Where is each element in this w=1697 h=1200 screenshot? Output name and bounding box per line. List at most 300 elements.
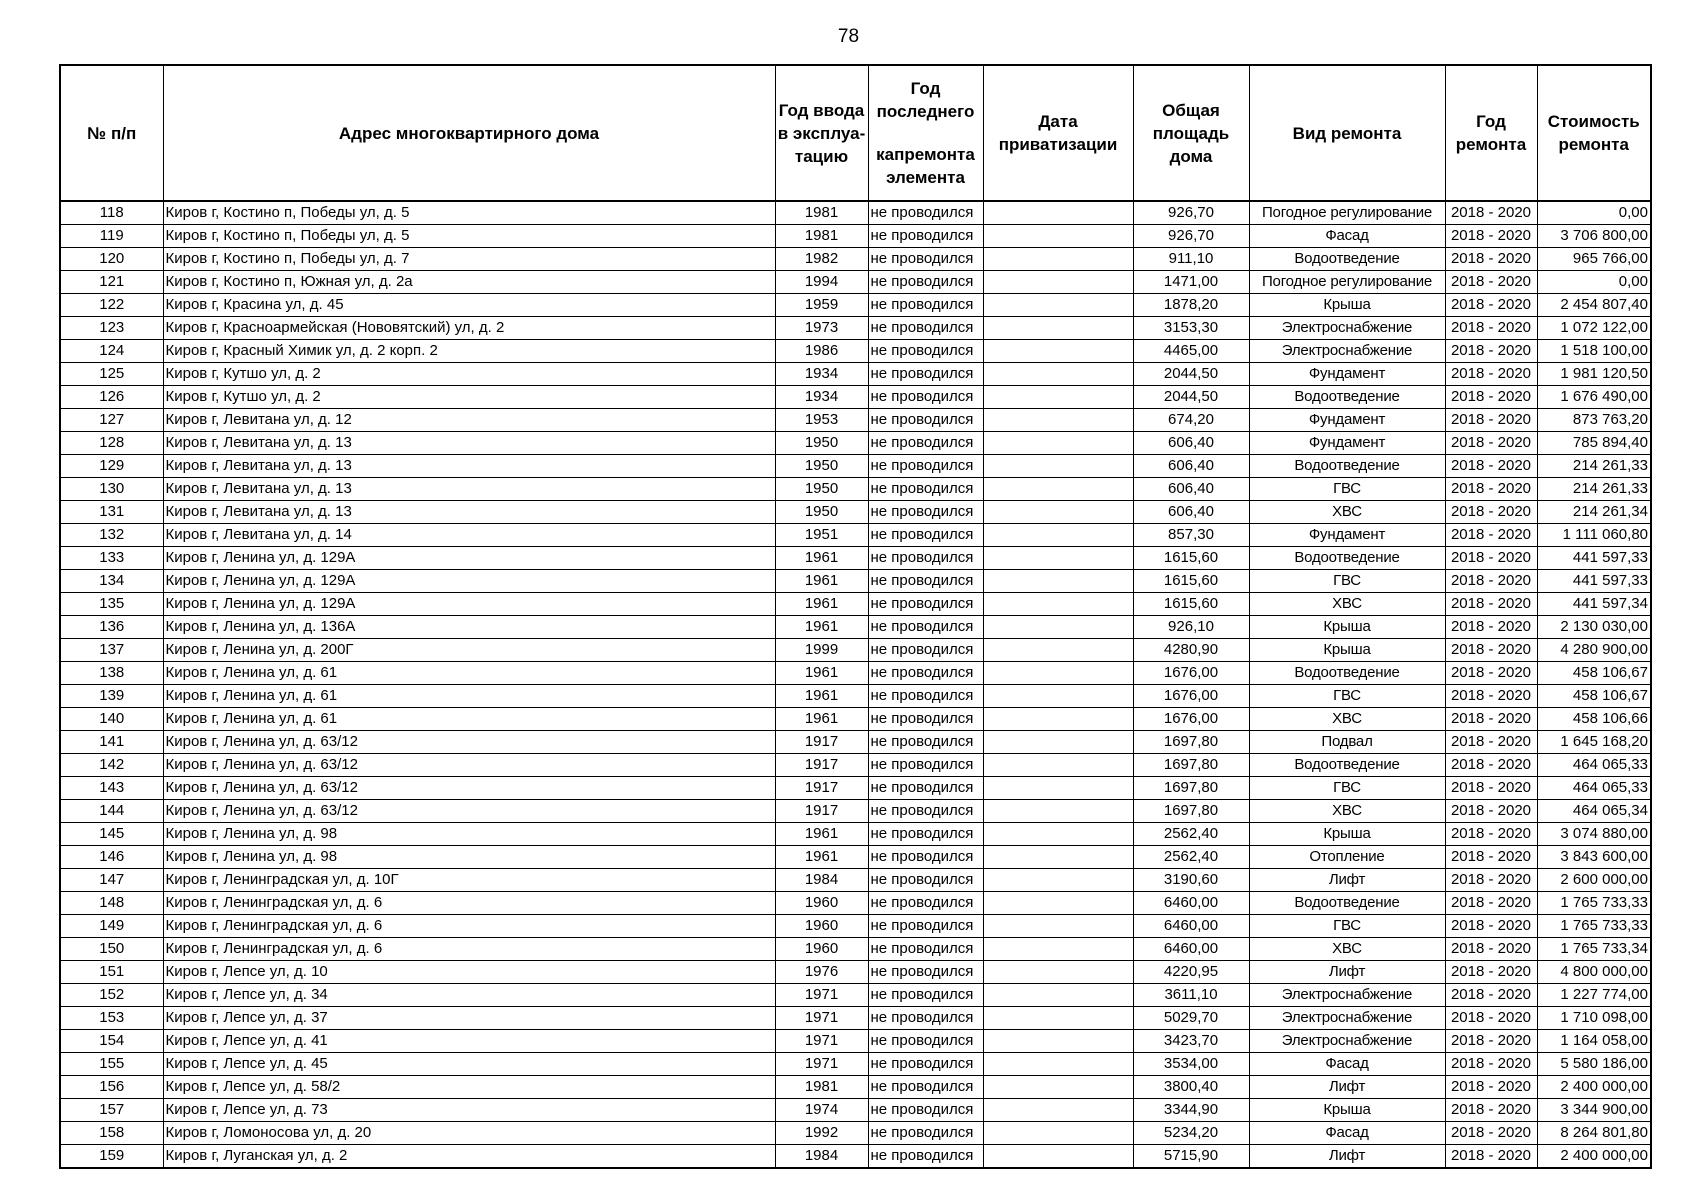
row-repair-type: Электроснабжение	[1249, 317, 1445, 340]
row-address: Киров г, Кутшо ул, д. 2	[163, 363, 775, 386]
row-last-repair: не проводился	[868, 708, 983, 731]
row-cost: 2 454 807,40	[1537, 294, 1651, 317]
row-last-repair: не проводился	[868, 685, 983, 708]
table-row	[60, 317, 1651, 340]
row-last-repair: не проводился	[868, 432, 983, 455]
row-repair-type: ХВС	[1249, 501, 1445, 524]
row-area: 926,70	[1133, 201, 1249, 225]
row-year-built: 1961	[775, 547, 868, 570]
row-cost: 3 344 900,00	[1537, 1099, 1651, 1122]
row-repair-type: Крыша	[1249, 823, 1445, 846]
row-cost: 873 763,20	[1537, 409, 1651, 432]
row-year-built: 1976	[775, 961, 868, 984]
row-repair-type: Водоотведение	[1249, 754, 1445, 777]
row-address: Киров г, Ленина ул, д. 61	[163, 708, 775, 731]
row-privatization	[983, 1145, 1133, 1169]
row-repair-type: Лифт	[1249, 961, 1445, 984]
row-cost: 5 580 186,00	[1537, 1053, 1651, 1076]
table-row	[60, 685, 1651, 708]
row-year-built: 1971	[775, 1053, 868, 1076]
row-repair-year: 2018 - 2020	[1445, 777, 1537, 800]
header-last-repair-top: Год последнего	[876, 79, 975, 121]
row-privatization	[983, 225, 1133, 248]
row-number: 126	[60, 386, 163, 409]
row-privatization	[983, 386, 1133, 409]
row-repair-type: Водоотведение	[1249, 455, 1445, 478]
row-last-repair: не проводился	[868, 501, 983, 524]
row-repair-year: 2018 - 2020	[1445, 294, 1537, 317]
row-number: 146	[60, 846, 163, 869]
row-cost: 0,00	[1537, 201, 1651, 225]
header-year-built: Год ввода в эксплуа-тацию	[775, 65, 868, 201]
table-row	[60, 570, 1651, 593]
row-cost: 2 130 030,00	[1537, 616, 1651, 639]
row-number: 142	[60, 754, 163, 777]
row-repair-type: Погодное регулирование	[1249, 271, 1445, 294]
row-privatization	[983, 593, 1133, 616]
row-privatization	[983, 662, 1133, 685]
row-number: 145	[60, 823, 163, 846]
row-privatization	[983, 547, 1133, 570]
row-privatization	[983, 363, 1133, 386]
row-number: 137	[60, 639, 163, 662]
row-year-built: 1961	[775, 846, 868, 869]
row-last-repair: не проводился	[868, 938, 983, 961]
row-year-built: 1973	[775, 317, 868, 340]
row-number: 127	[60, 409, 163, 432]
row-repair-type: Фундамент	[1249, 524, 1445, 547]
row-year-built: 1971	[775, 1030, 868, 1053]
row-area: 606,40	[1133, 501, 1249, 524]
row-repair-year: 2018 - 2020	[1445, 317, 1537, 340]
table-row	[60, 1122, 1651, 1145]
table-row	[60, 754, 1651, 777]
row-last-repair: не проводился	[868, 478, 983, 501]
row-last-repair: не проводился	[868, 248, 983, 271]
row-address: Киров г, Ломоносова ул, д. 20	[163, 1122, 775, 1145]
row-cost: 441 597,34	[1537, 593, 1651, 616]
table-row	[60, 1076, 1651, 1099]
table-row	[60, 501, 1651, 524]
row-number: 149	[60, 915, 163, 938]
row-number: 124	[60, 340, 163, 363]
row-privatization	[983, 1122, 1133, 1145]
row-repair-type: Фасад	[1249, 1122, 1445, 1145]
row-repair-year: 2018 - 2020	[1445, 1053, 1537, 1076]
table-row	[60, 547, 1651, 570]
row-cost: 4 280 900,00	[1537, 639, 1651, 662]
row-repair-type: Водоотведение	[1249, 386, 1445, 409]
row-privatization	[983, 731, 1133, 754]
row-repair-type: Фундамент	[1249, 363, 1445, 386]
row-cost: 458 106,67	[1537, 662, 1651, 685]
table-row	[60, 294, 1651, 317]
row-privatization	[983, 754, 1133, 777]
row-repair-type: Лифт	[1249, 869, 1445, 892]
row-last-repair: не проводился	[868, 984, 983, 1007]
header-repair-year: Год ремонта	[1445, 65, 1537, 201]
row-repair-year: 2018 - 2020	[1445, 708, 1537, 731]
row-privatization	[983, 432, 1133, 455]
row-last-repair: не проводился	[868, 1122, 983, 1145]
row-area: 1615,60	[1133, 570, 1249, 593]
row-repair-year: 2018 - 2020	[1445, 478, 1537, 501]
row-privatization	[983, 961, 1133, 984]
row-area: 2562,40	[1133, 846, 1249, 869]
row-number: 128	[60, 432, 163, 455]
row-area: 1697,80	[1133, 800, 1249, 823]
row-privatization	[983, 1053, 1133, 1076]
row-address: Киров г, Лепсе ул, д. 58/2	[163, 1076, 775, 1099]
row-repair-year: 2018 - 2020	[1445, 616, 1537, 639]
table-row	[60, 248, 1651, 271]
row-repair-type: Электроснабжение	[1249, 1007, 1445, 1030]
row-address: Киров г, Ленина ул, д. 63/12	[163, 754, 775, 777]
row-address: Киров г, Лепсе ул, д. 41	[163, 1030, 775, 1053]
row-year-built: 1961	[775, 593, 868, 616]
table-row	[60, 846, 1651, 869]
row-repair-year: 2018 - 2020	[1445, 1122, 1537, 1145]
row-privatization	[983, 340, 1133, 363]
row-area: 2562,40	[1133, 823, 1249, 846]
row-repair-year: 2018 - 2020	[1445, 432, 1537, 455]
row-address: Киров г, Лепсе ул, д. 45	[163, 1053, 775, 1076]
row-repair-type: Электроснабжение	[1249, 984, 1445, 1007]
row-cost: 3 843 600,00	[1537, 846, 1651, 869]
row-area: 926,10	[1133, 616, 1249, 639]
row-repair-year: 2018 - 2020	[1445, 639, 1537, 662]
table-row	[60, 409, 1651, 432]
row-cost: 1 164 058,00	[1537, 1030, 1651, 1053]
row-area: 6460,00	[1133, 892, 1249, 915]
row-cost: 785 894,40	[1537, 432, 1651, 455]
row-repair-type: ХВС	[1249, 708, 1445, 731]
row-repair-year: 2018 - 2020	[1445, 201, 1537, 225]
row-last-repair: не проводился	[868, 731, 983, 754]
row-last-repair: не проводился	[868, 524, 983, 547]
row-cost: 1 227 774,00	[1537, 984, 1651, 1007]
row-area: 926,70	[1133, 225, 1249, 248]
row-address: Киров г, Ленина ул, д. 129А	[163, 570, 775, 593]
row-address: Киров г, Ленина ул, д. 129А	[163, 547, 775, 570]
row-privatization	[983, 639, 1133, 662]
row-year-built: 1950	[775, 432, 868, 455]
row-year-built: 1984	[775, 1145, 868, 1169]
row-repair-year: 2018 - 2020	[1445, 225, 1537, 248]
row-cost: 4 800 000,00	[1537, 961, 1651, 984]
row-address: Киров г, Красный Химик ул, д. 2 корп. 2	[163, 340, 775, 363]
row-repair-year: 2018 - 2020	[1445, 386, 1537, 409]
row-number: 135	[60, 593, 163, 616]
row-repair-year: 2018 - 2020	[1445, 1099, 1537, 1122]
row-year-built: 1992	[775, 1122, 868, 1145]
row-cost: 1 645 168,20	[1537, 731, 1651, 754]
row-repair-type: Погодное регулирование	[1249, 201, 1445, 225]
row-last-repair: не проводился	[868, 271, 983, 294]
row-year-built: 1981	[775, 1076, 868, 1099]
row-repair-year: 2018 - 2020	[1445, 1007, 1537, 1030]
row-year-built: 1974	[775, 1099, 868, 1122]
row-repair-year: 2018 - 2020	[1445, 248, 1537, 271]
row-last-repair: не проводился	[868, 1030, 983, 1053]
row-cost: 464 065,34	[1537, 800, 1651, 823]
table-row	[60, 892, 1651, 915]
table-row	[60, 1145, 1651, 1169]
row-repair-year: 2018 - 2020	[1445, 501, 1537, 524]
row-repair-type: Подвал	[1249, 731, 1445, 754]
table-row	[60, 455, 1651, 478]
row-number: 147	[60, 869, 163, 892]
row-year-built: 1960	[775, 892, 868, 915]
row-area: 606,40	[1133, 478, 1249, 501]
row-year-built: 1960	[775, 915, 868, 938]
row-area: 6460,00	[1133, 915, 1249, 938]
row-repair-year: 2018 - 2020	[1445, 961, 1537, 984]
row-repair-year: 2018 - 2020	[1445, 409, 1537, 432]
row-area: 3190,60	[1133, 869, 1249, 892]
row-number: 125	[60, 363, 163, 386]
row-cost: 458 106,67	[1537, 685, 1651, 708]
row-address: Киров г, Красина ул, д. 45	[163, 294, 775, 317]
row-cost: 3 706 800,00	[1537, 225, 1651, 248]
row-address: Киров г, Ленинградская ул, д. 6	[163, 892, 775, 915]
row-address: Киров г, Ленина ул, д. 61	[163, 685, 775, 708]
row-last-repair: не проводился	[868, 639, 983, 662]
row-privatization	[983, 201, 1133, 225]
row-year-built: 1961	[775, 662, 868, 685]
header-area: Общая площадь дома	[1133, 65, 1249, 201]
row-address: Киров г, Ленина ул, д. 200Г	[163, 639, 775, 662]
row-year-built: 1951	[775, 524, 868, 547]
row-number: 154	[60, 1030, 163, 1053]
row-privatization	[983, 1030, 1133, 1053]
row-cost: 2 600 000,00	[1537, 869, 1651, 892]
row-year-built: 1971	[775, 1007, 868, 1030]
row-number: 140	[60, 708, 163, 731]
row-address: Киров г, Костино п, Южная ул, д. 2а	[163, 271, 775, 294]
row-cost: 1 111 060,80	[1537, 524, 1651, 547]
row-number: 156	[60, 1076, 163, 1099]
row-number: 134	[60, 570, 163, 593]
header-address: Адрес многоквартирного дома	[163, 65, 775, 201]
row-year-built: 1961	[775, 708, 868, 731]
row-year-built: 1981	[775, 225, 868, 248]
row-cost: 464 065,33	[1537, 777, 1651, 800]
table-body	[60, 201, 1651, 1168]
row-cost: 1 765 733,33	[1537, 915, 1651, 938]
row-year-built: 1950	[775, 455, 868, 478]
row-number: 139	[60, 685, 163, 708]
row-last-repair: не проводился	[868, 1099, 983, 1122]
row-repair-year: 2018 - 2020	[1445, 984, 1537, 1007]
row-repair-year: 2018 - 2020	[1445, 1076, 1537, 1099]
row-cost: 441 597,33	[1537, 547, 1651, 570]
row-number: 148	[60, 892, 163, 915]
table-row	[60, 201, 1651, 225]
row-cost: 1 676 490,00	[1537, 386, 1651, 409]
row-area: 3534,00	[1133, 1053, 1249, 1076]
row-area: 674,20	[1133, 409, 1249, 432]
row-number: 136	[60, 616, 163, 639]
row-number: 118	[60, 201, 163, 225]
row-number: 119	[60, 225, 163, 248]
table-row	[60, 938, 1651, 961]
row-cost: 3 074 880,00	[1537, 823, 1651, 846]
row-repair-type: ГВС	[1249, 915, 1445, 938]
row-repair-type: Крыша	[1249, 616, 1445, 639]
row-privatization	[983, 248, 1133, 271]
row-repair-type: Фасад	[1249, 1053, 1445, 1076]
row-year-built: 1981	[775, 201, 868, 225]
row-last-repair: не проводился	[868, 409, 983, 432]
row-privatization	[983, 570, 1133, 593]
row-cost: 1 981 120,50	[1537, 363, 1651, 386]
row-address: Киров г, Ленина ул, д. 136А	[163, 616, 775, 639]
row-repair-type: Лифт	[1249, 1145, 1445, 1169]
table-row	[60, 432, 1651, 455]
row-number: 133	[60, 547, 163, 570]
row-last-repair: не проводился	[868, 1145, 983, 1169]
row-area: 1676,00	[1133, 662, 1249, 685]
row-number: 157	[60, 1099, 163, 1122]
row-last-repair: не проводился	[868, 317, 983, 340]
row-repair-year: 2018 - 2020	[1445, 570, 1537, 593]
row-year-built: 1950	[775, 501, 868, 524]
row-privatization	[983, 455, 1133, 478]
row-repair-year: 2018 - 2020	[1445, 340, 1537, 363]
row-address: Киров г, Костино п, Победы ул, д. 5	[163, 225, 775, 248]
row-privatization	[983, 409, 1133, 432]
row-repair-year: 2018 - 2020	[1445, 846, 1537, 869]
row-address: Киров г, Ленина ул, д. 63/12	[163, 777, 775, 800]
row-year-built: 1986	[775, 340, 868, 363]
row-number: 151	[60, 961, 163, 984]
table-row	[60, 478, 1651, 501]
row-privatization	[983, 984, 1133, 1007]
row-number: 155	[60, 1053, 163, 1076]
row-last-repair: не проводился	[868, 201, 983, 225]
row-last-repair: не проводился	[868, 800, 983, 823]
row-privatization	[983, 869, 1133, 892]
row-area: 6460,00	[1133, 938, 1249, 961]
row-address: Киров г, Луганская ул, д. 2	[163, 1145, 775, 1169]
row-number: 138	[60, 662, 163, 685]
row-last-repair: не проводился	[868, 547, 983, 570]
row-number: 130	[60, 478, 163, 501]
row-number: 129	[60, 455, 163, 478]
row-repair-year: 2018 - 2020	[1445, 800, 1537, 823]
header-last-repair-bottom: капремонта элемента	[876, 145, 975, 187]
row-cost: 1 765 733,34	[1537, 938, 1651, 961]
row-year-built: 1917	[775, 777, 868, 800]
row-address: Киров г, Ленина ул, д. 63/12	[163, 731, 775, 754]
row-cost: 965 766,00	[1537, 248, 1651, 271]
row-repair-year: 2018 - 2020	[1445, 271, 1537, 294]
row-repair-type: ГВС	[1249, 685, 1445, 708]
row-cost: 458 106,66	[1537, 708, 1651, 731]
row-address: Киров г, Красноармейская (Нововятский) ул, д. 2	[163, 317, 775, 340]
row-last-repair: не проводился	[868, 225, 983, 248]
table-row	[60, 593, 1651, 616]
row-area: 1615,60	[1133, 547, 1249, 570]
row-repair-type: Водоотведение	[1249, 892, 1445, 915]
table-row	[60, 524, 1651, 547]
row-last-repair: не проводился	[868, 1076, 983, 1099]
row-area: 2044,50	[1133, 363, 1249, 386]
row-privatization	[983, 1099, 1133, 1122]
row-cost: 1 765 733,33	[1537, 892, 1651, 915]
row-privatization	[983, 271, 1133, 294]
row-last-repair: не проводился	[868, 455, 983, 478]
row-number: 153	[60, 1007, 163, 1030]
row-cost: 8 264 801,80	[1537, 1122, 1651, 1145]
row-year-built: 1953	[775, 409, 868, 432]
repair-registry-table	[59, 64, 1652, 1169]
table-row	[60, 363, 1651, 386]
row-area: 1615,60	[1133, 593, 1249, 616]
row-cost: 214 261,33	[1537, 455, 1651, 478]
row-address: Киров г, Лепсе ул, д. 34	[163, 984, 775, 1007]
row-address: Киров г, Ленинградская ул, д. 6	[163, 915, 775, 938]
row-last-repair: не проводился	[868, 961, 983, 984]
table-row	[60, 731, 1651, 754]
row-last-repair: не проводился	[868, 386, 983, 409]
row-address: Киров г, Ленина ул, д. 61	[163, 662, 775, 685]
row-year-built: 1950	[775, 478, 868, 501]
row-area: 3344,90	[1133, 1099, 1249, 1122]
row-last-repair: не проводился	[868, 363, 983, 386]
row-area: 911,10	[1133, 248, 1249, 271]
row-repair-year: 2018 - 2020	[1445, 731, 1537, 754]
row-area: 3800,40	[1133, 1076, 1249, 1099]
row-privatization	[983, 1007, 1133, 1030]
row-cost: 464 065,33	[1537, 754, 1651, 777]
row-address: Киров г, Левитана ул, д. 14	[163, 524, 775, 547]
row-repair-type: ГВС	[1249, 478, 1445, 501]
table-row	[60, 823, 1651, 846]
row-year-built: 1961	[775, 823, 868, 846]
row-number: 141	[60, 731, 163, 754]
row-number: 131	[60, 501, 163, 524]
row-year-built: 1960	[775, 938, 868, 961]
row-area: 1878,20	[1133, 294, 1249, 317]
row-number: 120	[60, 248, 163, 271]
row-area: 3611,10	[1133, 984, 1249, 1007]
table-row	[60, 340, 1651, 363]
table-row	[60, 1053, 1651, 1076]
row-cost: 1 518 100,00	[1537, 340, 1651, 363]
row-repair-type: Электроснабжение	[1249, 340, 1445, 363]
row-year-built: 1982	[775, 248, 868, 271]
row-address: Киров г, Левитана ул, д. 13	[163, 501, 775, 524]
row-address: Киров г, Ленина ул, д. 98	[163, 823, 775, 846]
header-repair-type: Вид ремонта	[1249, 65, 1445, 201]
row-last-repair: не проводился	[868, 915, 983, 938]
row-address: Киров г, Лепсе ул, д. 10	[163, 961, 775, 984]
row-address: Киров г, Костино п, Победы ул, д. 7	[163, 248, 775, 271]
row-privatization	[983, 616, 1133, 639]
row-privatization	[983, 800, 1133, 823]
row-address: Киров г, Лепсе ул, д. 37	[163, 1007, 775, 1030]
row-repair-type: Водоотведение	[1249, 662, 1445, 685]
table-row	[60, 225, 1651, 248]
row-year-built: 1917	[775, 800, 868, 823]
table-row	[60, 800, 1651, 823]
row-repair-type: Крыша	[1249, 294, 1445, 317]
row-address: Киров г, Ленинградская ул, д. 10Г	[163, 869, 775, 892]
row-repair-type: ХВС	[1249, 938, 1445, 961]
row-last-repair: не проводился	[868, 823, 983, 846]
